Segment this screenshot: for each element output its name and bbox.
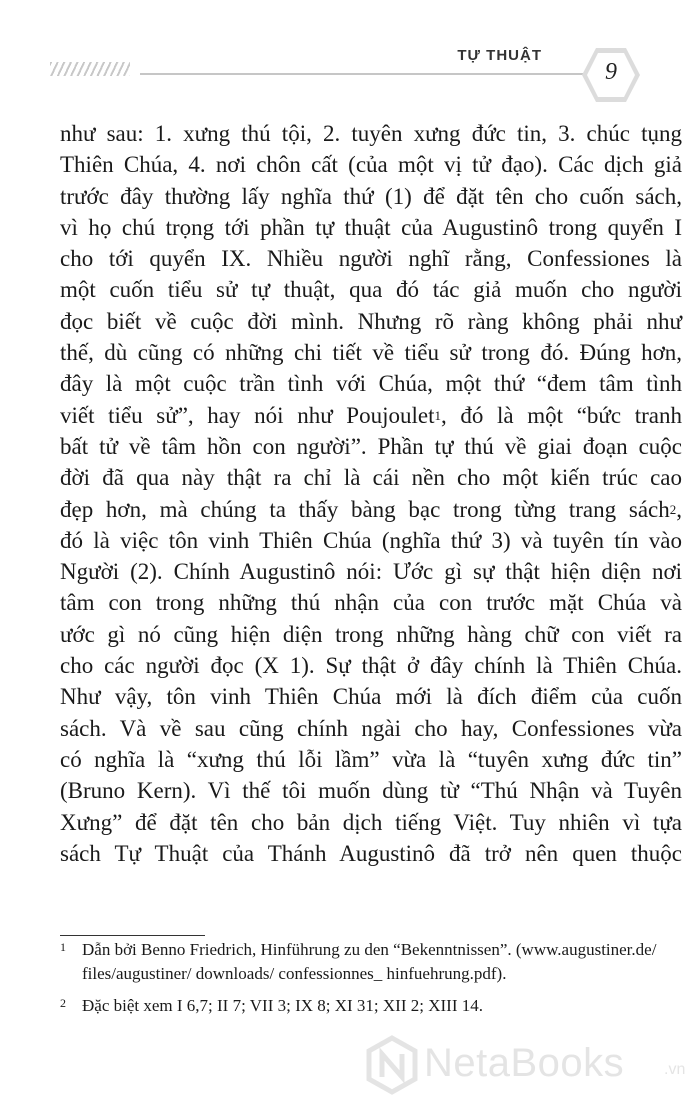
body-line-text: , đó là một “bức tranh [440, 402, 682, 428]
body-line: vì họ chú trọng tới phần tự thuật của Augustinô trong quyển I [60, 214, 682, 240]
decorative-hatch [50, 62, 130, 76]
body-line: ước gì nó cũng hiện diện trong những hàng chữ con viết ra [60, 621, 682, 647]
footnote-mark: 1 [60, 940, 66, 954]
body-line: cho tới quyển IX. Nhiều người nghĩ rằng, Confessiones là [60, 246, 682, 272]
body-line [60, 494, 682, 525]
footnote-text: Đặc biệt xem I 6,7; II 7; VII 3; IX 8; XI 31; XII 2; XIII 14. [82, 996, 483, 1015]
footnote-reference: 1 [434, 407, 441, 423]
body-line: có nghĩa là “xưng thú lỗi lầm” vừa là “tuyên xưng đức tin” [60, 746, 682, 772]
footnote-text: Dẫn bởi Benno Friedrich, Hinführung zu den “Bekenntnissen”. (www.augustiner.de/ files/augustiner/ downloads/ confessionnes_ hinfuehrung.pdf). [82, 940, 657, 983]
body-line-text: đẹp hơn, mà chúng ta thấy bàng bạc trong từng trang sách [60, 496, 670, 522]
body-line: trước đây thường lấy nghĩa thứ (1) để đặt tên cho cuốn sách, [60, 183, 682, 209]
watermark [362, 1035, 692, 1095]
netabooks-logo-icon [362, 1035, 422, 1095]
body-line: đây là một cuộc trần tình với Chúa, một thứ “đem tâm tình [60, 371, 682, 397]
body-line: Thiên Chúa, 4. nơi chôn cất (của một vị tử đạo). Các dịch giả [60, 152, 682, 178]
body-line: cho các người đọc (X 1). Sự thật ở đây chính là Thiên Chúa. [60, 653, 682, 679]
body-line [60, 400, 682, 431]
body-line: bất tử về tâm hồn con người”. Phần tự thú về giai đoạn cuộc [60, 433, 682, 459]
footnote-divider [60, 935, 205, 936]
body-line-text: viết tiểu sử”, hay nói như Poujoulet [60, 402, 435, 428]
page-number-badge [580, 44, 642, 106]
body-line: tâm con trong những thú nhận của con trước mặt Chúa và [60, 590, 682, 616]
footnote [60, 938, 682, 986]
page-number: 9 [605, 59, 617, 85]
body-line: (Bruno Kern). Vì thế tôi muốn dùng từ “Thú Nhận và Tuyên [60, 778, 682, 804]
footnote-mark: 2 [60, 996, 66, 1010]
body-line: như sau: 1. xưng thú tội, 2. tuyên xưng đức tin, 3. chúc tụng [60, 121, 682, 146]
header-rule [140, 73, 592, 75]
body-line: đời đã qua này thật ra chỉ là cái nền cho một kiến trúc cao [60, 465, 682, 491]
body-line: Xưng” để đặt tên cho bản dịch tiếng Việt. Tuy nhiên vì tựa [60, 809, 682, 835]
watermark-brand: NetaBooks [424, 1041, 625, 1085]
body-line: một cuốn tiểu sử tự thuật, qua đó tác giả muốn cho người [60, 277, 682, 303]
body-line: đọc biết về cuộc đời mình. Nhưng rõ ràng không phải như [60, 308, 682, 334]
body-line: sách. Và về sau cũng chính ngài cho hay, Confessiones vừa [60, 715, 682, 741]
footnotes [60, 938, 682, 1018]
page-header [0, 0, 700, 110]
body-line: Như vậy, tôn vinh Thiên Chúa mới là đích điểm của cuốn [60, 684, 682, 710]
body-line-text: , [676, 496, 682, 522]
running-title: TỰ THUẬT [457, 47, 542, 64]
body-line: đó là việc tôn vinh Thiên Chúa (nghĩa thứ 3) và tuyên tín vào [60, 527, 682, 553]
footnote [60, 994, 682, 1018]
body-line: Người (2). Chính Augustinô nói: Ước gì sự thật hiện diện nơi [60, 559, 682, 585]
body-line: sách Tự Thuật của Thánh Augustinô đã trở nên quen thuộc [60, 840, 682, 866]
body-text [60, 118, 682, 869]
body-line: thế, dù cũng có những chi tiết về tiểu sử trong đó. Đúng hơn, [60, 340, 682, 366]
watermark-suffix: .vn [664, 1061, 686, 1078]
footnote-reference: 2 [669, 501, 677, 517]
